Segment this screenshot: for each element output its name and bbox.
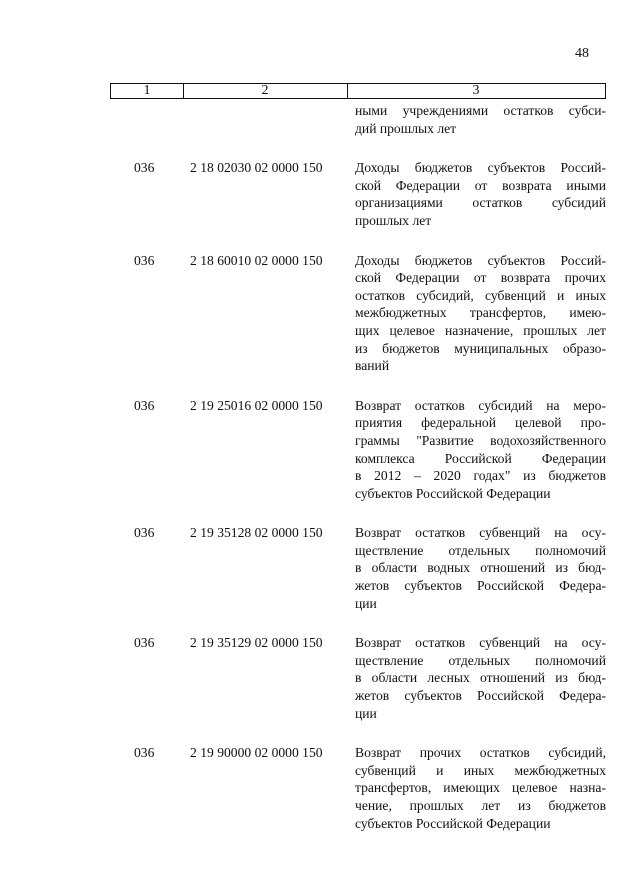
description-line: организациями остатков субсидий [355,195,606,211]
description-line: прошлых лет [355,212,432,228]
description-line: в 2012 – 2020 годах" из бюджетов [355,468,606,484]
description-line: ской Федерации от возврата прочих [355,270,606,286]
description-line: Возврат прочих остатков субсидий, [355,745,606,761]
table-row [110,252,606,375]
table-row [110,397,606,503]
description-line: Доходы бюджетов субъектов Россий- [355,160,606,176]
description-line: жетов субъектов Российской Федера- [355,688,606,704]
description-line: ными учреждениями остатков субси- [355,103,606,118]
description-line: из бюджетов муниципальных образо- [355,340,606,356]
description-line: трансфертов, имеющих целевое назна- [355,780,606,796]
description-line: жетов субъектов Российской Федера- [355,578,606,594]
page-number: 48 [575,46,589,61]
description-line: Возврат остатков субвенций на осу- [355,635,606,651]
description-line: ции [355,595,377,611]
description-line: субъектов Российской Федерации [355,815,551,831]
description-line: ваний [355,358,390,374]
table-row [110,634,606,722]
description-line: приятия федеральной целевой про- [355,415,606,431]
budget-classification-code: 2 19 25016 02 0000 150 [190,397,323,413]
description-line: остатков субсидий, субвенций и иных [355,287,606,303]
admin-code: 036 [134,252,155,268]
continuation-description [355,102,606,137]
description-line: субвенций и иных межбюджетных [355,762,606,778]
description-line: Возврат остатков субвенций на осу- [355,525,606,541]
admin-code: 036 [134,525,155,541]
description-line: щих целевое назначение, прошлых лет [355,322,606,338]
revenue-description [355,634,606,722]
description-line: Доходы бюджетов субъектов Россий- [355,252,606,268]
table-row [110,744,606,832]
admin-code: 036 [134,745,155,761]
revenue-description [355,252,606,375]
table-row [110,524,606,612]
description-line: ции [355,705,377,721]
description-line: ской Федерации от возврата иными [355,177,606,193]
description-line: чение, прошлых лет из бюджетов [355,798,606,813]
revenue-description [355,524,606,612]
budget-classification-code: 2 18 02030 02 0000 150 [190,160,323,176]
description-line: дий прошлых лет [355,120,457,136]
continuation-row [110,102,606,137]
budget-classification-code: 2 18 60010 02 0000 150 [190,252,323,268]
description-line: в области водных отношений из бюд- [355,560,606,576]
description-line: граммы "Развитие водохозяйственного [355,432,606,448]
description-line: Возврат остатков субсидий на меро- [355,397,606,413]
header-col-2: 2 [183,84,348,98]
description-line: межбюджетных трансфертов, имею- [355,305,606,321]
description-line: ществление отдельных полномочий [355,542,606,558]
revenue-description [355,159,606,229]
header-col-1: 1 [111,84,184,98]
budget-classification-code: 2 19 35129 02 0000 150 [190,635,323,651]
description-line: комплекса Российской Федерации [355,450,606,466]
budget-classification-code: 2 19 90000 02 0000 150 [190,745,323,761]
admin-code: 036 [134,160,155,176]
description-line: ществление отдельных полномочий [355,652,606,668]
header-col-3: 3 [472,83,480,98]
table-header [110,83,606,99]
table-body [110,102,606,854]
description-line: в области лесных отношений из бюд- [355,670,606,686]
table-row [110,159,606,229]
revenue-description [355,744,606,832]
row-container [110,159,606,832]
description-line: субъектов Российской Федерации [355,485,551,501]
revenue-description [355,397,606,503]
admin-code: 036 [134,635,155,651]
admin-code: 036 [134,397,155,413]
budget-classification-code: 2 19 35128 02 0000 150 [190,525,323,541]
